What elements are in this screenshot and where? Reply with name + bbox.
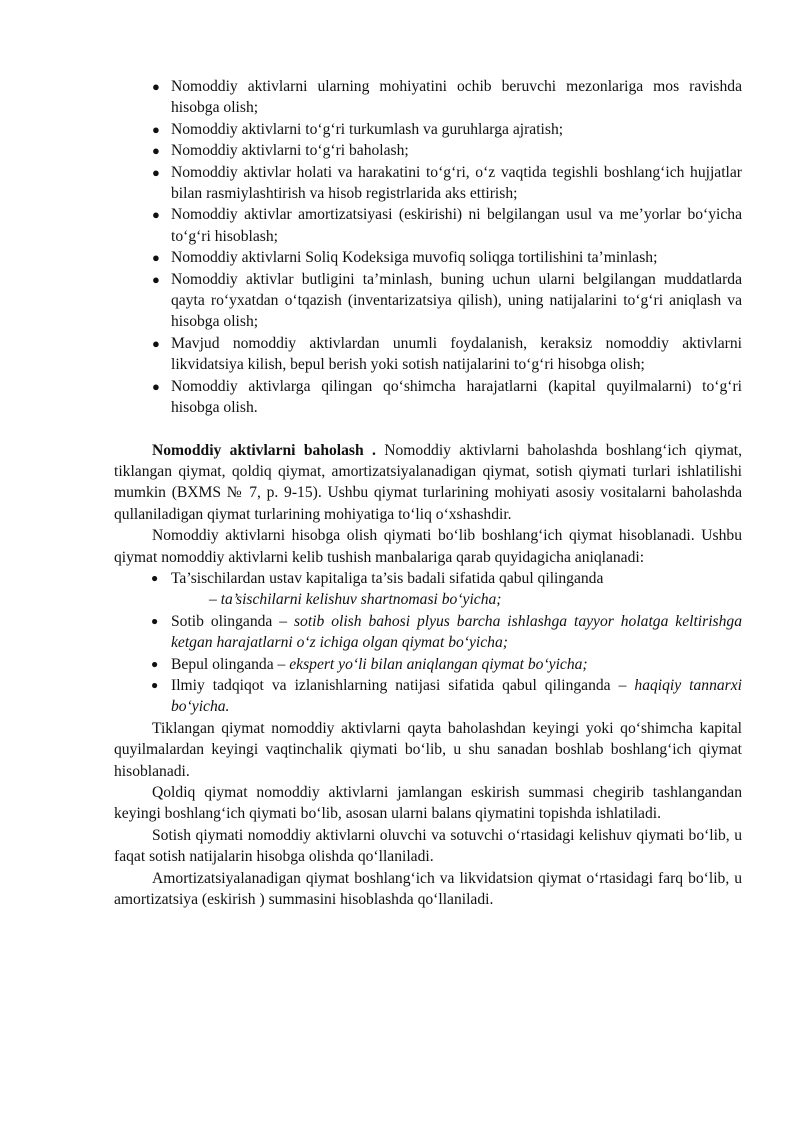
list-item: ● Nomoddiy aktivlar butligini ta’minlash, buning uchun ularni belgilangan muddatlarda qayta ro‘yxatdan o‘tqazish (inventarizatsiya qilish), uning natijalarini to‘g‘ri aniqlash va hisobga olish;	[152, 270, 742, 331]
list-item: ● Nomoddiy aktivlarni Soliq Kodeksiga muvofiq soliqga tortilishini ta’minlash;	[114, 247, 742, 268]
spacer	[114, 419, 742, 440]
bullet-icon: ●	[148, 570, 161, 586]
objectives-list	[114, 76, 742, 419]
bullet-icon: ●	[152, 378, 160, 394]
list-item: ● Ilmiy tadqiqot va izlanishlarning natijasi sifatida qabul qilinganda – haqiqiy tannarxi bo‘yicha.	[114, 675, 742, 718]
paragraph-residual-value: Qoldiq qiymat nomoddiy aktivlarni jamlangan eskirish summasi chegirib tashlangandan keyingi boshlang‘ich qiymati bo‘lib, asosan ularni balans qiymatini topishda ishlatiladi.	[114, 784, 742, 823]
list-item: ● Sotib olinganda – sotib olish bahosi plyus barcha ishlashga tayyor holatga keltirishga ketgan harajatlarni o‘z ichiga olgan qiymat bo‘yicha;	[114, 611, 742, 654]
paragraph-valuation: Nomoddiy aktivlarni baholash . Nomoddiy aktivlarni baholashda boshlang‘ich qiymat, tiklangan qiymat, qoldiq qiymat, amortizatsiyalanadigan qiymat, sotish qiymati turlari ishlatilishi mumkin (BXMS № 7, p. 9-15). Ushbu qiymat turlarining mohiyati asosiy vositalarni baholashda qullaniladigan qiymat turlarining mohiyatiga to‘liq o‘xshashdir.	[114, 441, 742, 523]
bullet-icon: ●	[152, 164, 160, 180]
bullet-icon: ●	[148, 655, 161, 672]
bullet-icon: ●	[152, 271, 160, 287]
list-item: ● Nomoddiy aktivlar amortizatsiyasi (eskirishi) ni belgilangan usul va me’yorlar bo‘yicha to‘g‘ri hisoblash;	[152, 206, 742, 245]
bullet-icon: ●	[148, 612, 161, 629]
bullet-icon: ●	[152, 143, 160, 159]
list-item: ● Nomoddiy aktivlarni to‘g‘ri turkumlash va guruhlarga ajratish;	[114, 119, 742, 140]
paragraph-initial-cost: Nomoddiy aktivlarni hisobga olish qiymati bo‘lib boshlang‘ich qiymat hisoblanadi. Ushbu qiymat nomoddiy aktivlarni kelib tushish manbalariga qarab quyidagicha aniqlanadi:	[114, 527, 742, 566]
document-body	[114, 76, 742, 910]
list-item: ● Nomoddiy aktivlar holati va harakatini to‘g‘ri, o‘z vaqtida tegishli boshlang‘ich hujjatlar bilan rasmiylashtirish va hisob registrlarida aks ettirish;	[152, 163, 742, 203]
list-item: ● Nomoddiy aktivlarni to‘g‘ri baholash;	[114, 140, 742, 161]
bullet-icon: ●	[152, 250, 160, 266]
paragraph-sale-value: Sotish qiymati nomoddiy aktivlarni oluvchi va sotuvchi o‘rtasidagi kelishuv qiymati bo‘lib, u faqat sotish natijalarin hisobga olishda qo‘llaniladi.	[114, 826, 742, 866]
bullet-icon: ●	[152, 335, 160, 351]
bullet-icon: ●	[152, 121, 160, 137]
section-heading: Nomoddiy aktivlarni baholash .	[152, 441, 376, 459]
bullet-icon: ●	[152, 79, 160, 94]
paragraph-restored-value: Tiklangan qiymat nomoddiy aktivlarni qayta baholashdan keyingi yoki qo‘shimcha kapital quyilmalardan keyingi vaqtinchalik qiymati bo‘lib, u shu sanadan boshlab boshlang‘ich qiymat hisoblanadi.	[114, 719, 742, 780]
bullet-icon: ●	[148, 677, 161, 693]
sources-list	[114, 568, 742, 718]
list-item: ● Nomoddiy aktivlarni ularning mohiyatini ochib beruvchi mezonlariga mos ravishda hisobga olish;	[152, 78, 742, 117]
list-item: ● Bepul olinganda – ekspert yo‘li bilan aniqlangan qiymat bo‘yicha;	[114, 654, 742, 675]
list-item: ● Ta’sischilardan ustav kapitaliga ta’sis badali sifatida qabul qilinganda – ta’sischilarni kelishuv shartnomasi bo‘yicha;	[114, 568, 742, 611]
list-item: ● Mavjud nomoddiy aktivlardan unumli foydalanish, keraksiz nomoddiy aktivlarni likvidatsiya kilish, bepul berish yoki sotish natijalarini to‘g‘ri hisobga olish;	[152, 334, 742, 374]
paragraph-amortizable-value: Amortizatsiyalanadigan qiymat boshlang‘ich va likvidatsion qiymat o‘rtasidagi farq bo‘lib, u amortizatsiya (eskirish ) summasini hisoblashda qo‘llaniladi.	[114, 869, 742, 909]
list-item: ● Nomoddiy aktivlarga qilingan qo‘shimcha harajatlarni (kapital quyilmalarni) to‘g‘ri hisobga olish.	[152, 377, 742, 417]
bullet-icon: ●	[152, 207, 160, 223]
